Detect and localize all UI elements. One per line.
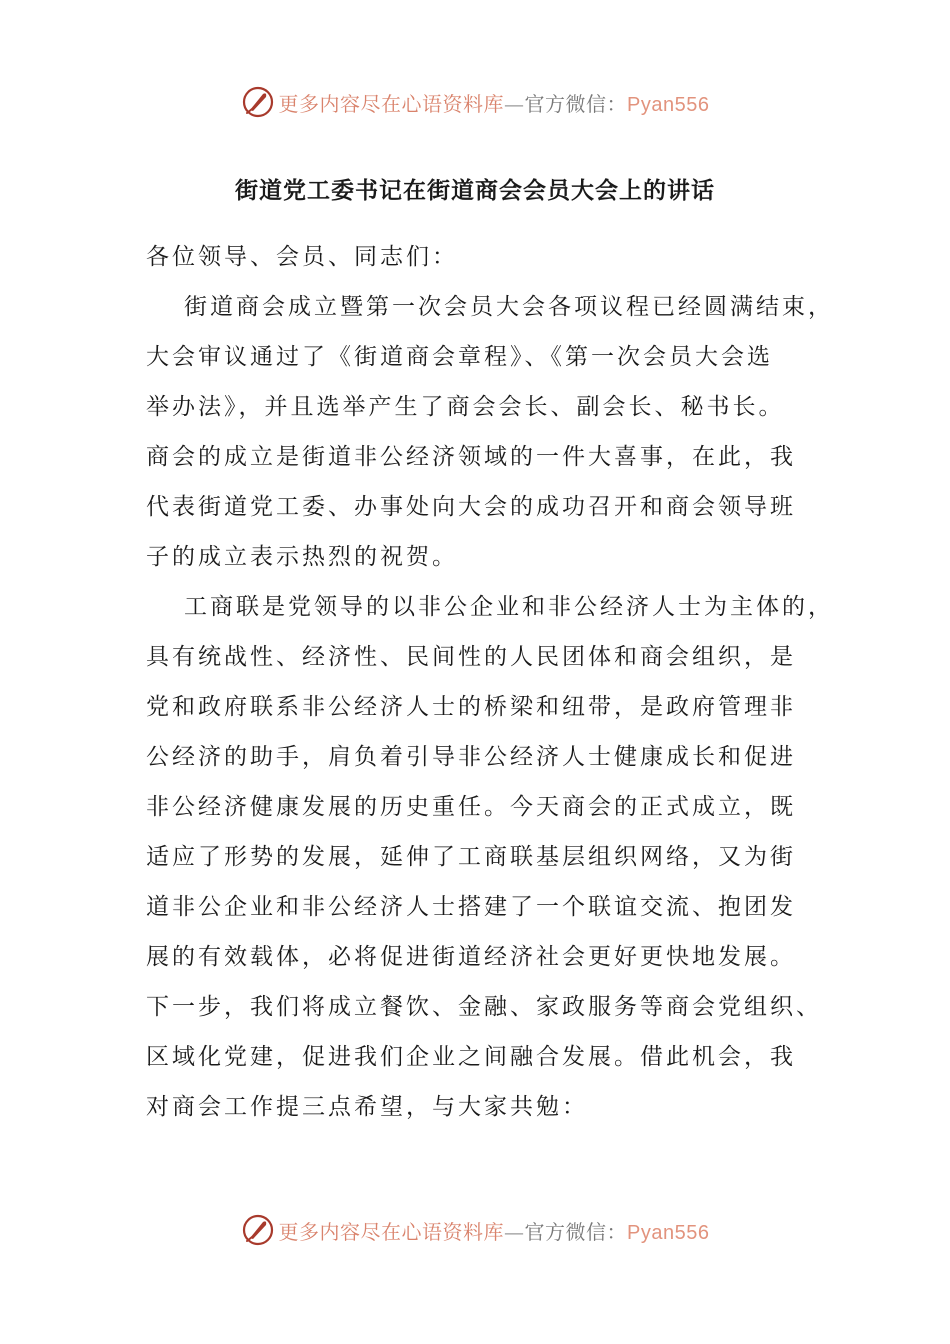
watermark-text — [279, 88, 710, 117]
quill-logo-icon — [241, 85, 275, 119]
paragraph-line: 展的有效载体，必将促进街道经济社会更好更快地发展。 — [146, 944, 796, 970]
salutation: 各位领导、会员、同志们： — [146, 244, 458, 270]
paragraph-line: 公经济的助手，肩负着引导非公经济人士健康成长和促进 — [146, 744, 796, 770]
watermark-official: 官方微信： — [524, 1219, 628, 1244]
watermark-dash: — — [504, 91, 525, 116]
quill-logo-icon — [241, 1213, 275, 1247]
paragraph-line: 举办法》，并且选举产生了商会会长、副会长、秘书长。 — [146, 394, 785, 420]
paragraph-line: 非公经济健康发展的历史重任。今天商会的正式成立，既 — [146, 794, 796, 820]
paragraph-line: 具有统战性、经济性、民间性的人民团体和商会组织，是 — [146, 644, 796, 670]
paragraph-line: 下一步，我们将成立餐饮、金融、家政服务等商会党组织、 — [146, 994, 822, 1020]
paragraph-line: 适应了形势的发展，延伸了工商联基层组织网络，又为街 — [146, 844, 796, 870]
paragraph-line: 区域化党建，促进我们企业之间融合发展。借此机会，我 — [146, 1044, 796, 1070]
paragraph-line: 商会的成立是街道非公经济领域的一件大喜事，在此，我 — [146, 444, 796, 470]
watermark-text — [279, 1216, 710, 1245]
watermark-brand: 更多内容尽在心语资料库 — [278, 91, 505, 116]
document-title: 街道党工委书记在街道商会会员大会上的讲话 — [235, 178, 715, 204]
paragraph-line: 工商联是党领导的以非公企业和非公经济人士为主体的， — [184, 594, 834, 620]
paragraph-line: 代表街道党工委、办事处向大会的成功召开和商会领导班 — [146, 494, 796, 520]
paragraph-line: 街道商会成立暨第一次会员大会各项议程已经圆满结束， — [184, 294, 834, 320]
paragraph-line: 道非公企业和非公经济人士搭建了一个联谊交流、抱团发 — [146, 894, 796, 920]
paragraph-line: 对商会工作提三点希望，与大家共勉： — [146, 1094, 588, 1120]
watermark-official: 官方微信： — [524, 91, 628, 116]
paragraph-line: 子的成立表示热烈的祝贺。 — [146, 544, 458, 570]
watermark-handle: Pyan556 — [627, 93, 710, 116]
watermark-brand: 更多内容尽在心语资料库 — [278, 1219, 505, 1244]
footer-watermark — [0, 1210, 950, 1250]
watermark-dash: — — [504, 1219, 525, 1244]
document-body — [146, 232, 834, 1132]
header-watermark — [0, 82, 950, 122]
watermark-handle: Pyan556 — [627, 1221, 710, 1244]
paragraph-line: 党和政府联系非公经济人士的桥梁和纽带，是政府管理非 — [146, 694, 796, 720]
paragraph-line: 大会审议通过了《街道商会章程》、《第一次会员大会选 — [146, 344, 773, 370]
